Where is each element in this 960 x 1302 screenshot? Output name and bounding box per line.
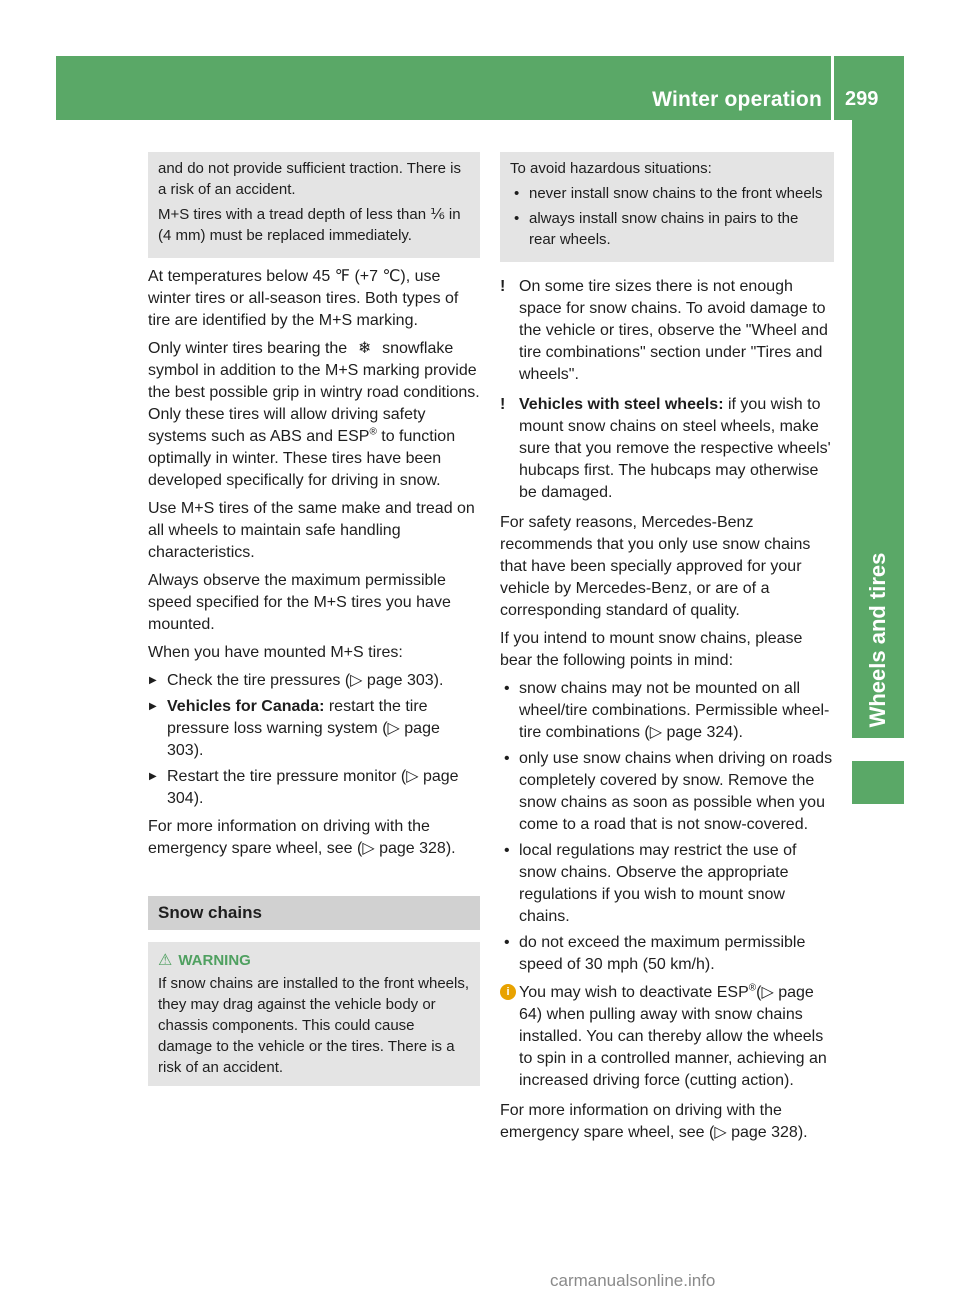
- warning-text: If snow chains are installed to the front wheels, they may drag against the vehicle body or chassis components. This could cause damage to the vehicle or the tires. There is a risk of an accident.: [158, 975, 470, 1076]
- continued-warning-box: [148, 152, 480, 258]
- exclamation-icon: !: [500, 396, 506, 413]
- continued-warning-box: [500, 152, 834, 262]
- paragraph: Use M+S tires of the same make and tread on all wheels to maintain safe handling characteristics.: [148, 500, 475, 561]
- paragraph: At temperatures below 45 ℉ (+7 ℃), use winter tires or all-season tires. Both types of tire are identified by the M+S marking.: [148, 268, 459, 329]
- step-item: ▶ Check the tire pressures (▷ page 303).: [148, 670, 480, 692]
- box-bullet-list: [510, 183, 824, 250]
- note: ! On some tire sizes there is not enough space for snow chains. To avoid damage to the vehicle or tires, observe the "Wheel and tire combinations" section under "Tires and wheels".: [500, 278, 828, 383]
- box-text: and do not provide sufficient traction. There is a risk of an accident.: [158, 160, 461, 198]
- info-icon: i: [500, 984, 516, 1000]
- bullet-item: • do not exceed the maximum permissible speed of 30 mph (50 km/h).: [500, 932, 834, 976]
- header-divider: [831, 56, 834, 120]
- bullet-item: • local regulations may restrict the use of snow chains. Observe the appropriate regulations if you wish to mount snow chains.: [500, 840, 834, 928]
- snowflake-icon: ❄: [357, 340, 372, 357]
- warning-title: ⚠ WARNING: [158, 952, 251, 969]
- box-text: M+S tires with a tread depth of less than ⅙ in (4 mm) must be replaced immediately.: [158, 206, 461, 244]
- paragraph: When you have mounted M+S tires:: [148, 644, 403, 661]
- box-bullet-item: • always install snow chains in pairs to the rear wheels.: [510, 208, 824, 250]
- paragraph: For safety reasons, Mercedes-Benz recommends that you only use snow chains that have been specially approved for your vehicle by Mercedes-Benz, or are of a corresponding standard of quality.: [500, 514, 811, 619]
- page-number: 299: [845, 88, 879, 110]
- warning-box: [148, 942, 480, 1086]
- box-bullet-item: • never install snow chains to the front wheels: [510, 183, 824, 204]
- step-item: ▶ Vehicles for Canada: restart the tire pressure loss warning system (▷ page 303).: [148, 696, 480, 762]
- bullet-list: [500, 678, 834, 976]
- warning-triangle-icon: ⚠: [158, 952, 173, 969]
- paragraph-snowflake: Only winter tires bearing the ❄ snowflake symbol in addition to the M+S marking provide the best possible grip in wintry road conditions. Only these tires will allow driving safety systems such as ABS and ESP® to function optimally in winter. These tires have been developed specifically for driving in snow.: [148, 340, 480, 489]
- right-column: [500, 152, 834, 1150]
- exclamation-icon: !: [500, 278, 506, 295]
- paragraph: If you intend to mount snow chains, please bear the following points in mind:: [500, 630, 803, 669]
- box-text: To avoid hazardous situations:: [510, 160, 712, 177]
- info-note: i You may wish to deactivate ESP®(▷ page 64) when pulling away with snow chains installed. You can thereby allow the wheels to spin in a controlled manner, achieving an increased driving force (cutting action).: [500, 982, 834, 1092]
- bullet-item: • only use snow chains when driving on roads completely covered by snow. Remove the snow chains as soon as possible when you come to a road that is not snow-covered.: [500, 748, 834, 836]
- watermark: carmanualsonline.info: [550, 1271, 716, 1290]
- paragraph: For more information on driving with the emergency spare wheel, see (▷ page 328).: [500, 1102, 808, 1141]
- left-column: [148, 152, 480, 1086]
- registered-mark: ®: [369, 426, 377, 438]
- note: ! Vehicles with steel wheels: if you wish to mount snow chains on steel wheels, make sure that you remove the respective wheels' hubcaps first. The hubcaps may otherwise be damaged.: [500, 396, 831, 501]
- page-title: Winter operation: [652, 88, 822, 111]
- registered-mark: ®: [748, 982, 757, 994]
- step-item: ▶ Restart the tire pressure monitor (▷ page 304).: [148, 766, 480, 810]
- section-tab-marker: [852, 761, 904, 804]
- step-list: [148, 670, 480, 810]
- paragraph: Always observe the maximum permissible speed specified for the M+S tires you have mounted.: [148, 572, 451, 633]
- section-heading: Snow chains: [148, 896, 480, 930]
- paragraph: For more information on driving with the emergency spare wheel, see (▷ page 328).: [148, 818, 456, 857]
- bullet-item: • snow chains may not be mounted on all wheel/tire combinations. Permissible wheel-tire combinations (▷ page 324).: [500, 678, 834, 744]
- section-tab-label: Wheels and tires: [865, 552, 890, 728]
